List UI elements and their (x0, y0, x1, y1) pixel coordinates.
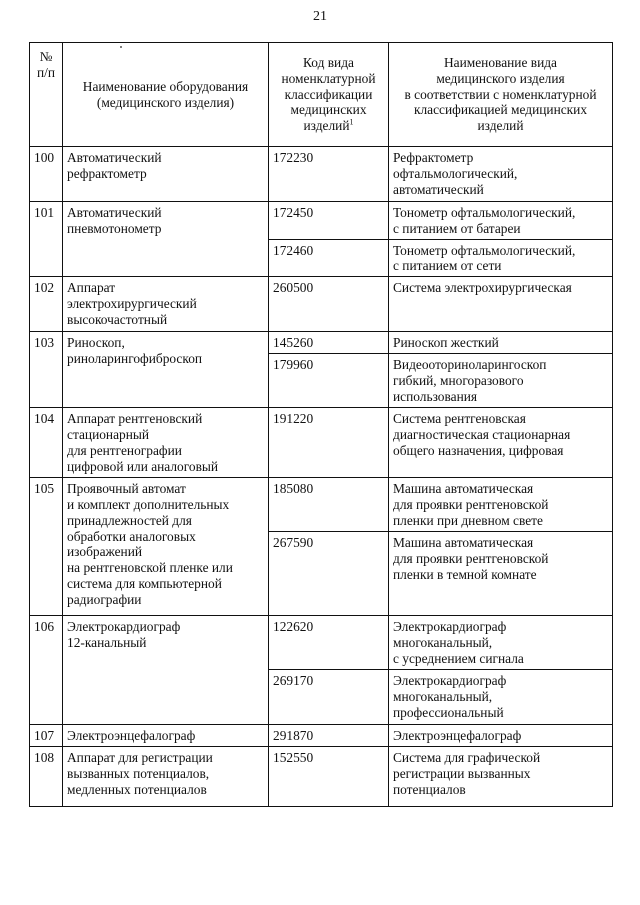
nomenclature-code: 145260 (269, 332, 389, 354)
row-number: 104 (30, 408, 63, 478)
equipment-name: Автоматический рефрактометр (63, 147, 269, 202)
table-row (30, 478, 613, 532)
table-row (30, 408, 613, 478)
table-row (30, 746, 613, 806)
row-number: 100 (30, 147, 63, 202)
table-row (30, 202, 613, 240)
header-device-kind: Наименование вида медицинского изделия в соответствии с номенклатурной классификацией медицинских изделий (389, 43, 613, 147)
nomenclature-code: 191220 (269, 408, 389, 478)
equipment-name: Риноскоп, риноларингофиброскоп (63, 332, 269, 408)
table-row (30, 147, 613, 202)
nomenclature-code: 172450 (269, 202, 389, 240)
device-kind: Тонометр офтальмологический, с питанием от сети (389, 239, 613, 277)
header-nomenclature-code (269, 43, 389, 147)
row-number: 102 (30, 277, 63, 332)
device-kind: Машина автоматическая для проявки рентгеновской пленки в темной комнате (389, 532, 613, 616)
device-kind: Электрокардиограф многоканальный, профессиональный (389, 670, 613, 725)
equipment-name: Аппарат для регистрации вызванных потенциалов, медленных потенциалов (63, 746, 269, 806)
nomenclature-code: 172460 (269, 239, 389, 277)
row-number: 105 (30, 478, 63, 616)
table-row (30, 332, 613, 354)
table-row (30, 725, 613, 747)
device-kind: Система рентгеновская диагностическая стационарная общего назначения, цифровая (389, 408, 613, 478)
equipment-name: Проявочный автомат и комплект дополнительных принадлежностей для обработки аналоговых изображений на рентгеновской пленке или система для компьютерной радиографии (63, 478, 269, 616)
equipment-name: Электроэнцефалограф (63, 725, 269, 747)
equipment-name: Аппарат рентгеновский стационарный для рентгенографии цифровой или аналоговый (63, 408, 269, 478)
device-kind: Система электрохирургическая (389, 277, 613, 332)
nomenclature-code: 179960 (269, 354, 389, 408)
device-kind: Рефрактометр офтальмологический, автоматический (389, 147, 613, 202)
nomenclature-code: 291870 (269, 725, 389, 747)
device-kind: Электроэнцефалограф (389, 725, 613, 747)
nomenclature-code: 267590 (269, 532, 389, 616)
nomenclature-code: 185080 (269, 478, 389, 532)
nomenclature-code: 152550 (269, 746, 389, 806)
device-kind: Тонометр офтальмологический, с питанием от батареи (389, 202, 613, 240)
equipment-name: Аппарат электрохирургический высокочастотный (63, 277, 269, 332)
table-row (30, 277, 613, 332)
footnote-marker: 1 (349, 117, 354, 127)
row-number: 103 (30, 332, 63, 408)
row-number: 101 (30, 202, 63, 277)
row-number: 107 (30, 725, 63, 747)
table-row (30, 616, 613, 670)
nomenclature-code: 172230 (269, 147, 389, 202)
device-kind: Риноскоп жесткий (389, 332, 613, 354)
device-kind: Система для графической регистрации вызванных потенциалов (389, 746, 613, 806)
equipment-name: Электрокардиограф 12-канальный (63, 616, 269, 725)
equipment-table (29, 42, 613, 807)
header-number: № п/п (30, 43, 63, 147)
device-kind: Машина автоматическая для проявки рентгеновской пленки при дневном свете (389, 478, 613, 532)
table-header-row (30, 43, 613, 147)
row-number: 106 (30, 616, 63, 725)
device-kind: Видеооториноларингоскоп гибкий, многоразового использования (389, 354, 613, 408)
row-number: 108 (30, 746, 63, 806)
header-code-text: Код вида номенклатурной классификации медицинских изделий (281, 54, 376, 134)
header-equipment-name: Наименование оборудования (медицинского изделия) (63, 43, 269, 147)
nomenclature-code: 260500 (269, 277, 389, 332)
page-number: 21 (313, 9, 327, 24)
nomenclature-code: 269170 (269, 670, 389, 725)
device-kind: Электрокардиограф многоканальный, с усреднением сигнала (389, 616, 613, 670)
equipment-name: Автоматический пневмотонометр (63, 202, 269, 277)
nomenclature-code: 122620 (269, 616, 389, 670)
